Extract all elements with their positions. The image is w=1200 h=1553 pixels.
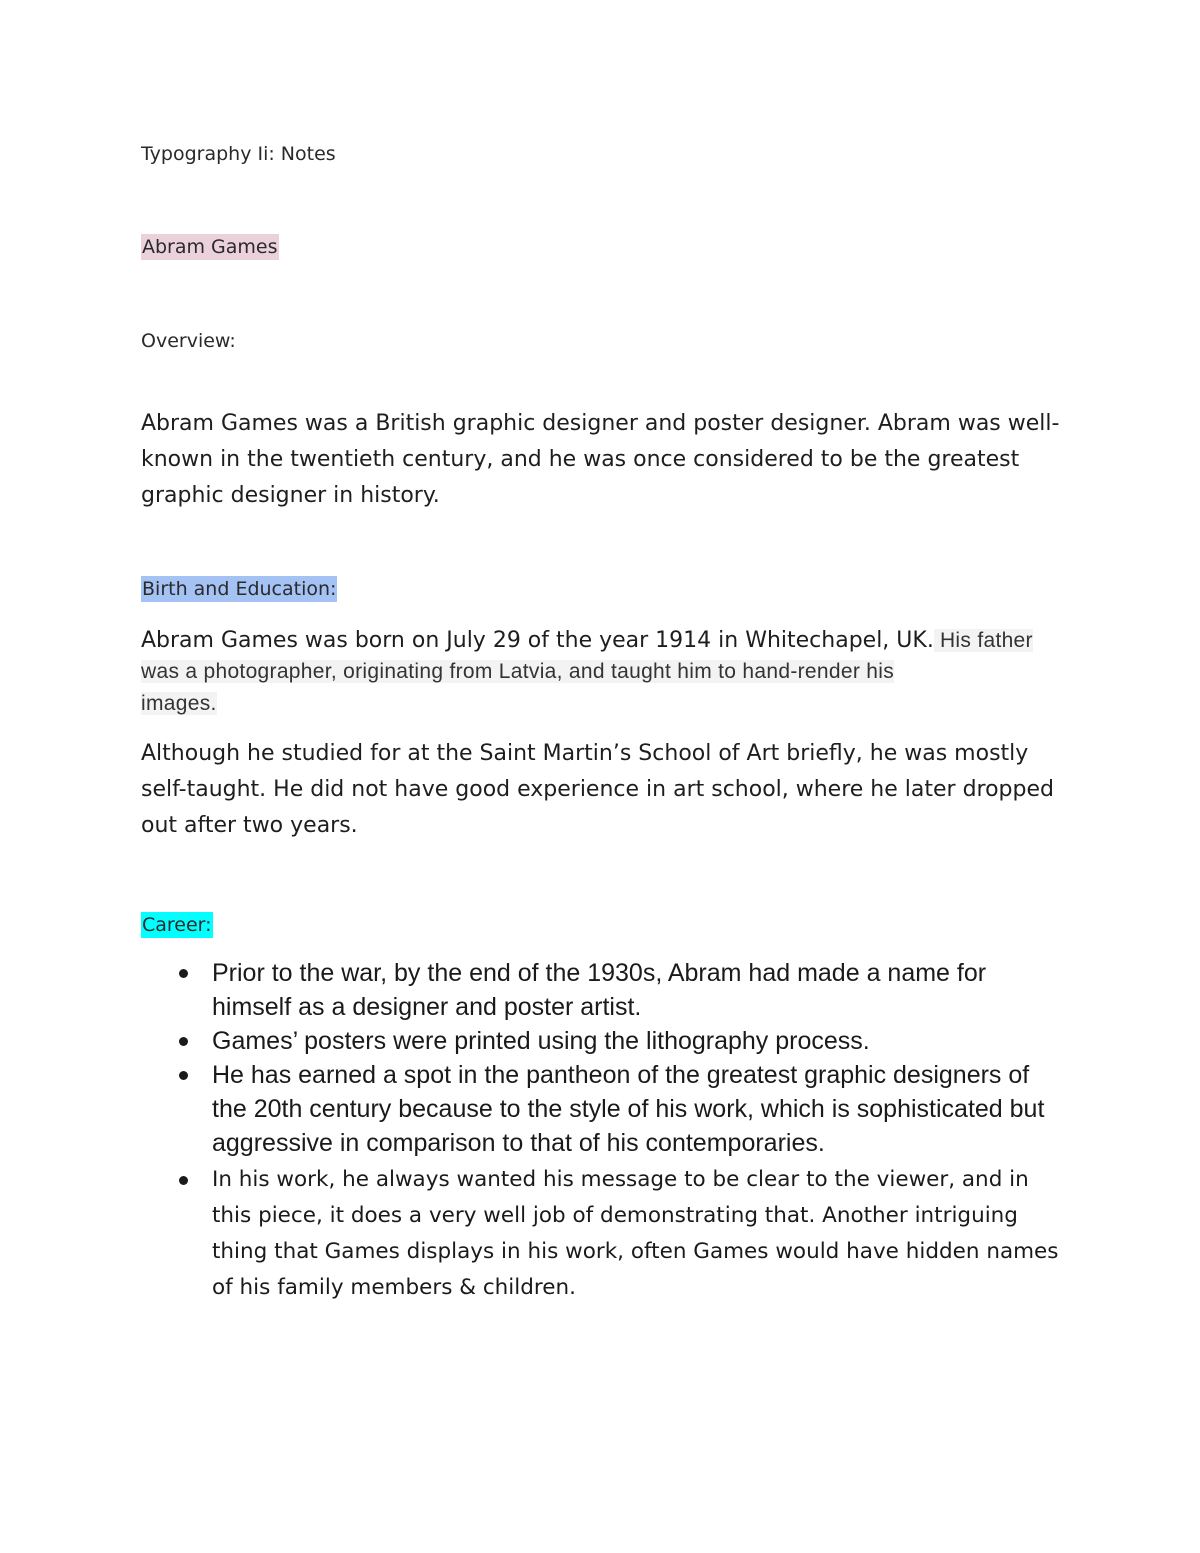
bullet-icon xyxy=(179,1071,188,1080)
birth-heading xyxy=(141,578,337,600)
document-title: Typography Ii: Notes xyxy=(141,143,336,165)
father-text-3 xyxy=(141,692,217,716)
subject-heading xyxy=(141,236,279,258)
list-item-text: Games’ posters were printed using the lithography process. xyxy=(212,1027,870,1055)
career-heading xyxy=(141,914,213,936)
subject-highlight: Abram Games xyxy=(142,236,278,258)
list-item-text: Prior to the war, by the end of the 1930s, Abram had made a name for himself as a designer and poster artist. xyxy=(212,959,987,1021)
father-text-2 xyxy=(141,660,894,684)
list-item xyxy=(141,956,1061,1024)
education-paragraph: Although he studied for at the Saint Martin’s School of Art briefly, he was mostly self-taught. He did not have good experience in art school, where he later dropped out after two years. xyxy=(141,741,1054,838)
birth-highlight: Birth and Education: xyxy=(142,578,337,600)
list-item-text: In his work, he always wanted his message to be clear to the viewer, and in this piece, it does a very well job of demonstrating that. Another intriguing thing that Games displays in his work, often Games would have hidden names of his family members & children. xyxy=(212,1167,1059,1300)
overview-heading: Overview: xyxy=(141,330,236,352)
overview-paragraph: Abram Games was a British graphic designer and poster designer. Abram was well-known in the twentieth century, and he was once considered to be the greatest graphic designer in history. xyxy=(141,411,1060,508)
list-item xyxy=(141,1024,1061,1058)
bullet-icon xyxy=(179,1176,188,1185)
father-text-1: His father xyxy=(933,629,1033,652)
career-list xyxy=(141,956,1061,1306)
father-text-2-span: was a photographer, originating from Latvia, and taught him to hand-render his xyxy=(141,660,895,683)
father-text-3-span: images. xyxy=(141,692,217,715)
bullet-icon xyxy=(179,969,188,978)
birth-paragraph xyxy=(141,623,1061,659)
bullet-icon xyxy=(179,1037,188,1046)
list-item xyxy=(141,1162,1061,1306)
career-highlight: Career: xyxy=(142,914,212,936)
birth-text: Abram Games was born on July 29 of the year 1914 in Whitechapel, UK. xyxy=(141,628,934,653)
list-item xyxy=(141,1058,1061,1160)
list-item-text: He has earned a spot in the pantheon of the greatest graphic designers of the 20th century because to the style of his work, which is sophisticated but aggressive in comparison to that of his contemporaries. xyxy=(212,1061,1045,1157)
